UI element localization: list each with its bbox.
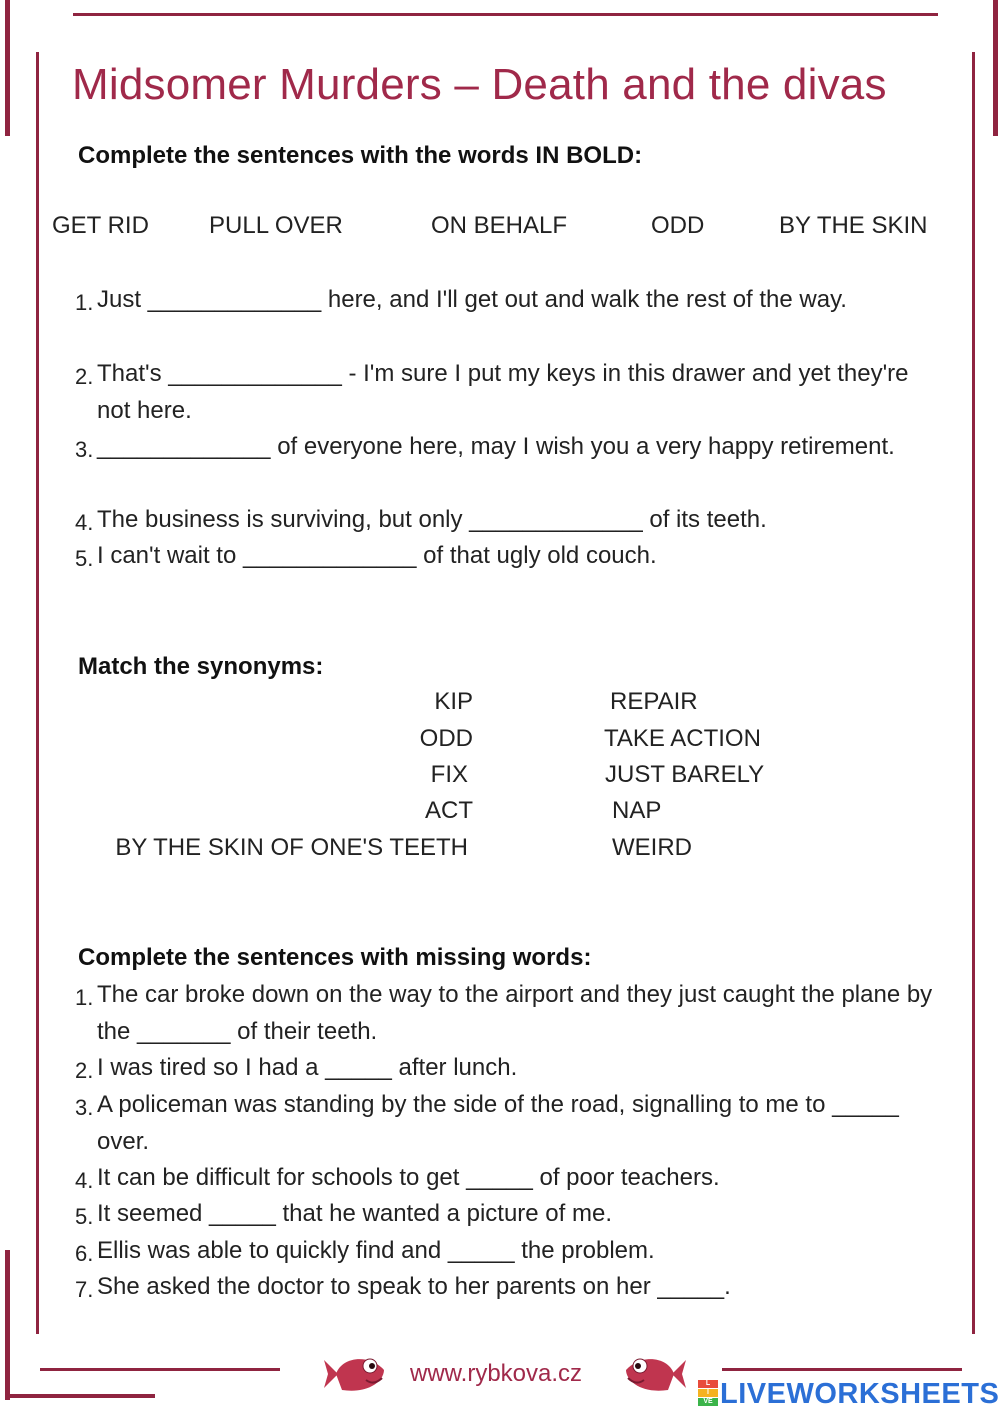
synonym-left-item[interactable]: FIX [430,761,468,788]
frame-left-edge-top [5,0,10,136]
frame-bottom-left-rule [40,1368,280,1371]
list-item-number: 3. [75,437,94,462]
frame-left-line [36,52,39,1334]
section1-heading: Complete the sentences with the words IN BOLD: [78,142,643,169]
synonym-right-item[interactable]: TAKE ACTION [604,725,761,752]
liveworksheets-brand[interactable]: LIVEWORKSHEETS [720,1378,1000,1410]
list-item-number: 3. [75,1095,94,1120]
list-item-number: 5. [75,546,94,571]
list-item-number: 5. [75,1204,94,1229]
list-item-number: 4. [75,510,94,535]
frame-bottom-left-line [5,1394,155,1398]
list-item: I can't wait to _____________ of that ugly old couch. [97,542,657,569]
fish-icon [622,1350,688,1398]
list-item: The business is surviving, but only _____________ of its teeth. [97,506,767,533]
section3-heading: Complete the sentences with missing words: [78,944,592,971]
word-bank-item: PULL OVER [209,212,343,239]
page-title: Midsomer Murders – Death and the divas [72,60,887,109]
list-item-number: 1. [75,290,94,315]
list-item: Ellis was able to quickly find and _____ the problem. [97,1237,655,1264]
synonym-right-item[interactable]: REPAIR [610,688,698,715]
list-item: A policeman was standing by the side of the road, signalling to me to _____ over. [97,1091,899,1155]
footer-url[interactable]: www.rybkova.cz [410,1360,583,1387]
frame-left-edge-bottom [5,1250,10,1400]
list-item: _____________ of everyone here, may I wish you a very happy retirement. [97,433,895,460]
list-item: It can be difficult for schools to get _____ of poor teachers. [97,1164,720,1191]
liveworksheets-logo-icon [698,1380,718,1406]
synonym-right-item[interactable]: NAP [612,797,662,824]
frame-right-line [972,52,975,1334]
section2-heading: Match the synonyms: [78,653,324,680]
synonym-right-item[interactable]: JUST BARELY [605,761,765,788]
list-item-number: 1. [75,985,94,1010]
synonym-left-item[interactable]: ODD [419,725,473,752]
list-item-number: 6. [75,1241,94,1266]
logo-letter: L [698,1380,718,1388]
list-item: I was tired so I had a _____ after lunch. [97,1054,518,1081]
word-bank-item: ON BEHALF [431,212,568,239]
synonym-left-item[interactable]: KIP [434,688,473,715]
word-bank-item: ODD [651,212,705,239]
logo-letter: VE [698,1398,718,1406]
fish-icon [322,1350,388,1398]
word-bank-item: BY THE SKIN [779,212,928,239]
list-item-number: 7. [75,1277,94,1302]
synonym-left-item[interactable]: BY THE SKIN OF ONE'S TEETH [115,834,468,861]
frame-top-line [73,13,938,16]
list-item: The car broke down on the way to the airport and they just caught the plane by the _______ of their teeth. [97,981,933,1045]
list-item-number: 2. [75,364,94,389]
list-item: She asked the doctor to speak to her parents on her _____. [97,1273,731,1300]
list-item-number: 2. [75,1058,94,1083]
frame-bottom-right-rule [722,1368,962,1371]
list-item: That's _____________ - I'm sure I put my keys in this drawer and yet they're not here. [97,360,909,424]
synonym-left-item[interactable]: ACT [425,797,473,824]
synonym-right-item[interactable]: WEIRD [612,834,692,861]
frame-right-edge-top [993,0,998,136]
logo-letter: I [698,1389,718,1397]
list-item: Just _____________ here, and I'll get out and walk the rest of the way. [97,286,847,313]
list-item-number: 4. [75,1168,94,1193]
word-bank-item: GET RID [52,212,149,239]
list-item: It seemed _____ that he wanted a picture of me. [97,1200,612,1227]
